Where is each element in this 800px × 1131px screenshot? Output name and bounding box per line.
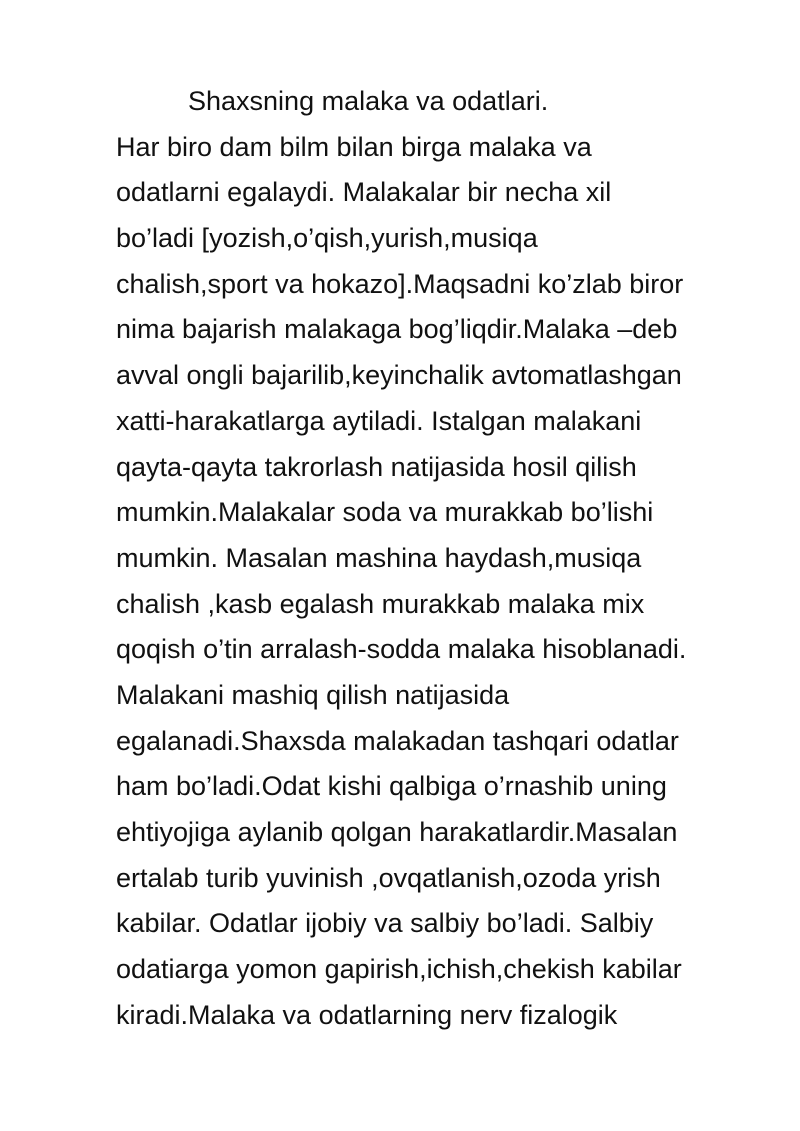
text-line: xatti-harakatlarga aytiladi. Istalgan malakani <box>116 405 642 436</box>
text-line: kiradi.Malaka va odatlarning nerv fizalogik <box>116 999 618 1030</box>
text-line: mumkin.Malakalar soda va murakkab bo’lishi <box>116 497 654 528</box>
text-line: ehtiyojiga aylanib qolgan harakatlardir.Masalan <box>116 817 678 847</box>
text-line: Malakani mashiq qilish natijasida <box>116 679 510 710</box>
text-line: qoqish o’tin arralash-sodda malaka hisoblanadi. <box>116 634 687 665</box>
text-line: egalanadi.Shaxsda malakadan tashqari odatlar <box>116 725 679 756</box>
text-line: mumkin. Masalan mashina haydash,musiqa <box>116 542 642 573</box>
text-line: Har biro dam bilm bilan birga malaka va <box>116 131 592 162</box>
text-line: kabilar. Odatlar ijobiy va salbiy bo’ladi. Salbiy <box>116 908 654 939</box>
text-line: qayta-qayta takrorlash natijasida hosil qilish <box>116 451 637 482</box>
text-line: chalish,sport va hokazo].Maqsadni ko’zlab biror <box>116 268 684 299</box>
text-line: ertalab turib yuvinish ,ovqatlanish,ozoda yrish <box>116 862 661 893</box>
text-line: avval ongli bajarilib,keyinchalik avtomatlashgan <box>116 360 682 391</box>
text-line: bo’ladi [yozish,o’qish,yurish,musiqa <box>116 223 538 254</box>
document-title: Shaxsning malaka va odatlari. <box>188 86 549 116</box>
document-body <box>116 79 756 1038</box>
text-line: odatiarga yomon gapirish,ichish,chekish kabilar <box>116 954 682 985</box>
text-line: nima bajarish malakaga bog’liqdir.Malaka –deb <box>116 314 678 345</box>
text-line: chalish ,kasb egalash murakkab malaka mix <box>116 588 645 619</box>
text-line: odatlarni egalaydi. Malakalar bir necha xil <box>116 177 612 208</box>
text-line: ham bo’ladi.Odat kishi qalbiga o’rnashib uning <box>116 771 667 802</box>
